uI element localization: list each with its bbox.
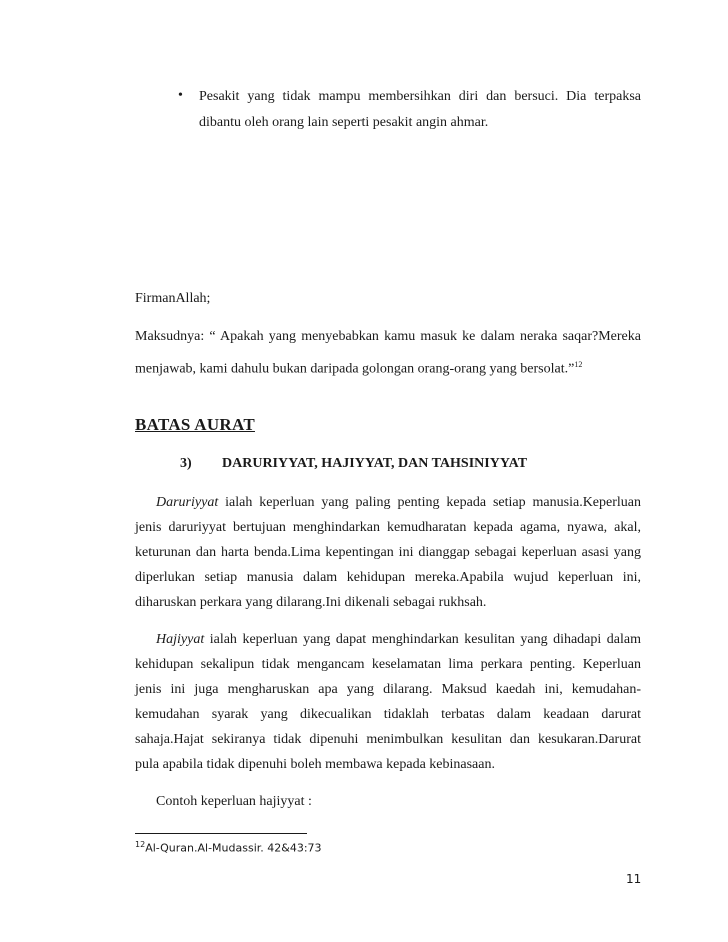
bullet-text-line-1: Pesakit yang tidak mampu membersihkan diri dan bersuci. Dia terpaksa [199, 89, 641, 104]
para1-line-1-text: ialah keperluan yang paling penting kepada setiap manusia.Keperluan [218, 495, 641, 510]
para2-term: Hajiyyat [156, 632, 205, 647]
bullet-text-line-2: dibantu oleh orang lain seperti pesakit angin ahmar. [199, 115, 489, 130]
footnote-divider [135, 833, 307, 834]
para1-term: Daruriyyat [156, 495, 219, 510]
para2-line-1-text: ialah keperluan yang dapat menghindarkan kesulitan yang dihadapi dalam [204, 632, 641, 647]
footnote-reference: 12 [574, 360, 583, 369]
para2-line-4: kemudahan syarak yang dikecualikan tidaklah terbatas dalam keadaan darurat [135, 707, 641, 722]
subheading-title: DARURIYYAT, HAJIYYAT, DAN TAHSINIYYAT [222, 456, 528, 471]
bullet-marker: • [178, 88, 183, 103]
para1-line-1 [156, 493, 641, 513]
subheading-number: 3) [180, 456, 192, 471]
maksud-line-1: Maksudnya: “ Apakah yang menyebabkan kamu masuk ke dalam neraka saqar?Mereka [135, 329, 641, 344]
section-heading: BATAS AURAT [135, 415, 255, 434]
maksud-line-2 [135, 355, 582, 380]
para2-line-5: sahaja.Hajat sekiranya tidak dipenuhi menimbulkan kesulitan dan kesukaran.Darurat [135, 732, 641, 747]
para2-line-6: pula apabila tidak dipenuhi boleh membawa kepada kebinasaan. [135, 757, 495, 772]
contoh-label: Contoh keperluan hajiyyat : [156, 794, 312, 809]
para1-line-5: diharuskan perkara yang dilarang.Ini dikenali sebagai rukhsah. [135, 595, 487, 610]
para2-line-2: kehidupan sekalipun tidak mengancam keselamatan lima perkara penting. Keperluan [135, 657, 641, 672]
maksud-line-2-text: menjawab, kami dahulu bukan daripada golongan orang-orang yang bersolat.” [135, 361, 575, 377]
para2-line-3: jenis ini juga mengharuskan apa yang dilarang. Maksud kaedah ini, kemudahan- [135, 682, 641, 697]
firman-allah-label: FirmanAllah; [135, 291, 211, 306]
footnote-text: Al-Quran.Al-Mudassir. 42&43:73 [145, 841, 322, 855]
para1-line-4: diperlukan setiap manusia dalam kehidupan mereka.Apabila wujud keperluan ini, [135, 570, 641, 585]
page-number: 11 [626, 872, 642, 886]
footnote-number: 12 [135, 840, 146, 849]
para2-line-1 [156, 630, 641, 650]
para1-line-2: jenis daruriyyat bertujuan menghindarkan kemudharatan kepada agama, nyawa, akal, [135, 520, 641, 535]
footnote [135, 840, 322, 855]
para1-line-3: keturunan dan harta benda.Lima kepentingan ini dianggap sebagai keperluan asasi yang [135, 545, 641, 560]
